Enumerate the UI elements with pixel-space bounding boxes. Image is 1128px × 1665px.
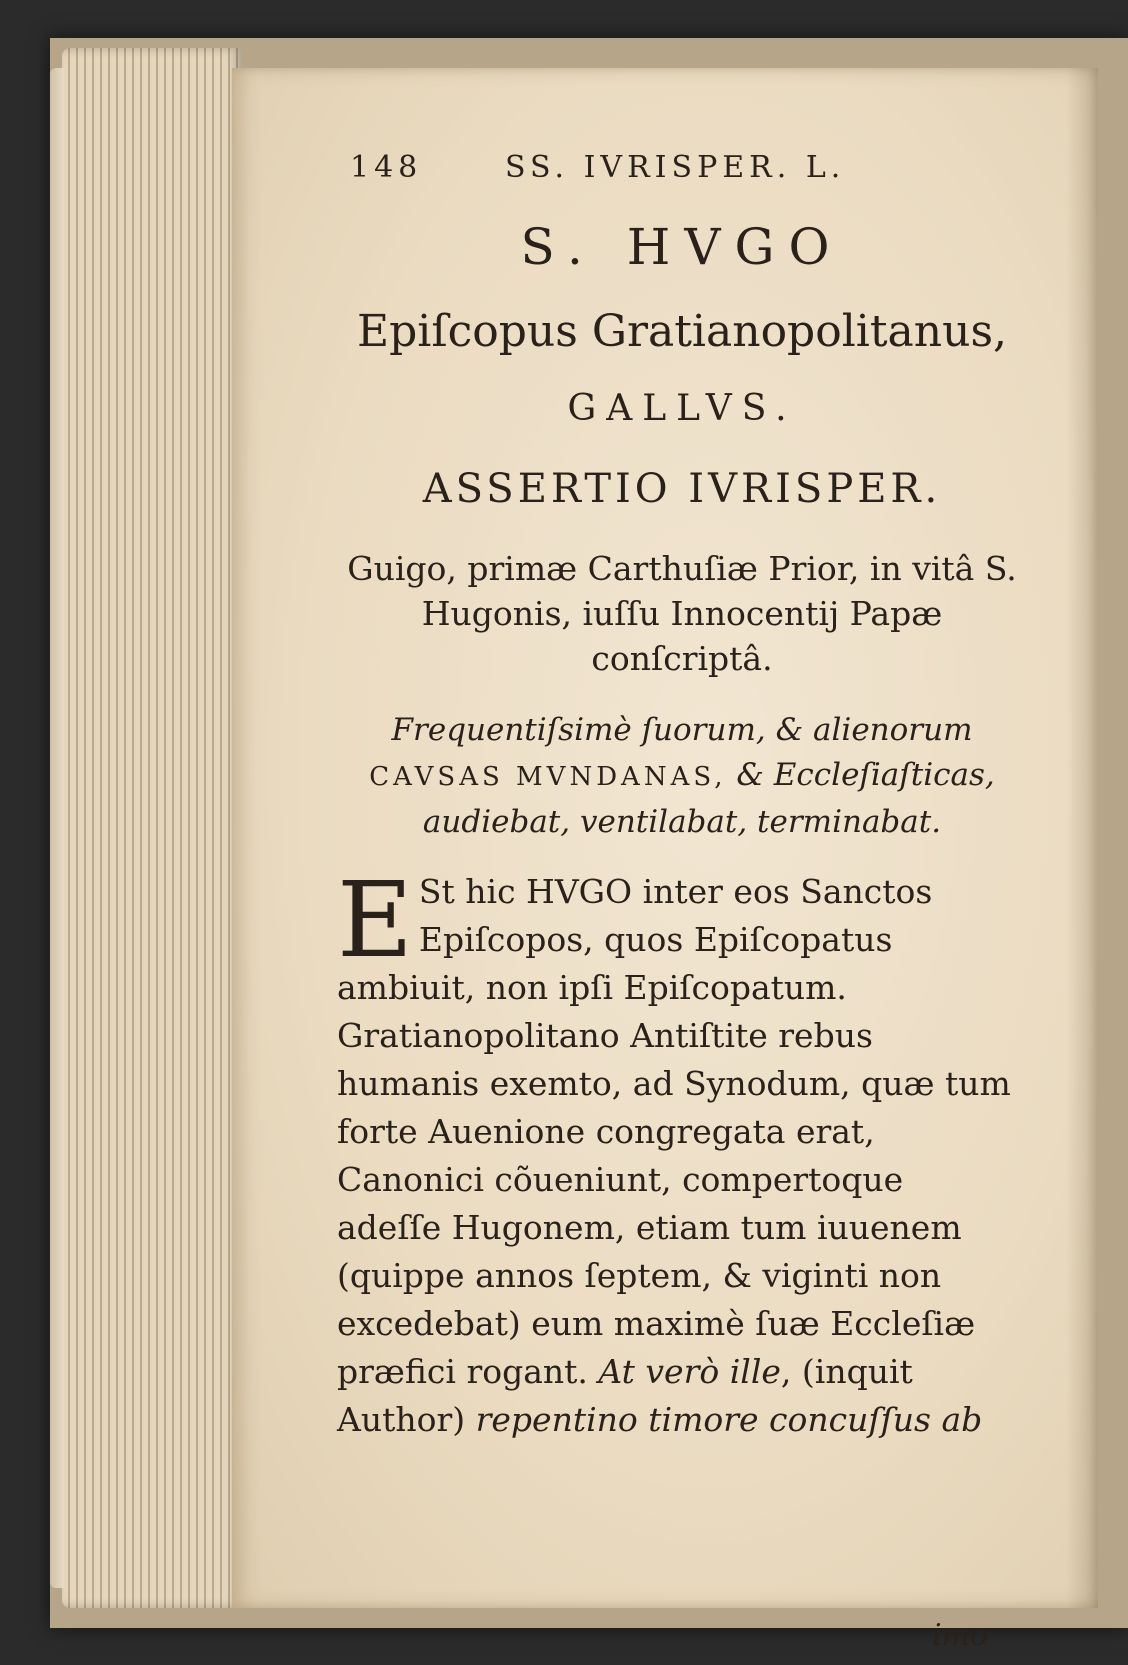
assertion-source: Guigo, primæ Carthuſiæ Prior, in vitâ S. Hugonis, iuſſu Innocentij Papæ conſcriptâ. [347, 549, 1017, 678]
body-paragraph-2: , (inquit Author) [337, 1352, 913, 1439]
italic-quote [337, 708, 1027, 845]
body-text [337, 859, 1017, 1444]
body-italic-1: At verò ille [598, 1352, 781, 1391]
page-edges [62, 48, 242, 1608]
catchword: imo [932, 1618, 989, 1653]
saint-name-heading: S. HVGO [520, 218, 844, 276]
drop-cap: E [337, 859, 413, 981]
bishop-subtitle: Epiſcopus Gratianopolitanus, [356, 306, 1008, 357]
quote-part-2: CAVSAS MVNDANAS, [369, 762, 727, 792]
running-title: SS. IVRISPER. L. [505, 150, 846, 185]
book-page [232, 68, 1098, 1653]
quote-part-1: Frequentiſsimè ſuorum, & alienorum [391, 712, 973, 748]
gutter-shadow [1066, 68, 1098, 1608]
body-italic-2: repentino timore concuſſus ab [475, 1400, 983, 1439]
page-number: 148 [350, 150, 423, 185]
assertion-label: ASSERTIO IVRISPER. [422, 466, 942, 512]
body-paragraph: St hic HVGO inter eos Sanctos Epiſcopos, quos Epiſcopatus ambiuit, non ipſi Epiſcopatum. Gratianopolitano Antiſtite rebus humanis exemto, ad Synodum, quæ tum forte Auenione congregata erat, Canonici cõueniunt, compertoque adeſſe Hugonem, etiam tum iuuenem (quippe annos ſeptem, & viginti non excedebat) eum maximè ſuæ Eccleſiæ præfici rogant. [337, 872, 1011, 1391]
nation-line: GALLVS. [567, 388, 797, 429]
quote-part-3: & Eccleſiaſticas, audiebat, ventilabat, terminabat. [422, 757, 995, 840]
